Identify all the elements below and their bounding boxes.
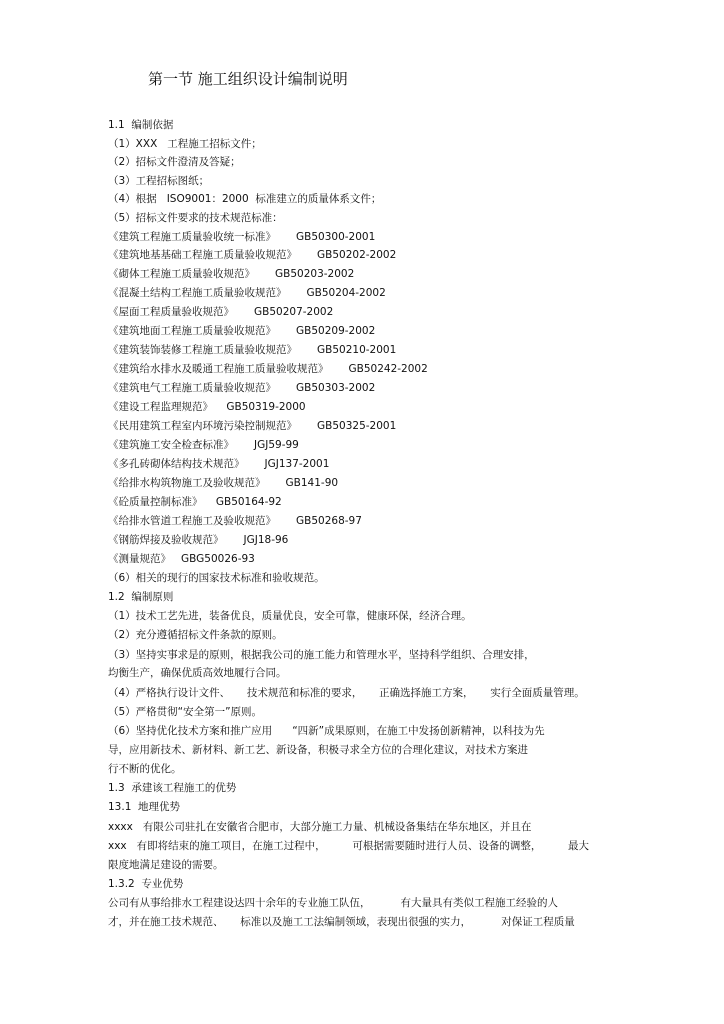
standard-item: 《屋面工程质量验收规范》 GB50207-2002 — [108, 306, 334, 318]
standard-item: 《砌体工程施工质量验收规范》 GB50203-2002 — [108, 268, 355, 280]
text-line: xxx 有即将结束的施工项目，在施工过程中， 可根据需要随时进行人员、设备的调整， 最大 — [108, 840, 590, 852]
text-line: 限度地满足建设的需要。 — [108, 859, 224, 871]
standard-item: 《给排水构筑物施工及验收规范》 GB141-90 — [108, 477, 339, 489]
standard-item: 《建筑地面工程施工质量验收规范》 GB50209-2002 — [108, 325, 376, 337]
text-line: （2）招标文件澄清及答疑； — [108, 156, 241, 168]
standard-item: 《混凝土结构工程施工质量验收规范》 GB50204-2002 — [108, 287, 386, 299]
standard-item: 《测量规范》 GBG50026-93 — [108, 553, 255, 565]
heading-1-1: 1.1 编制依据 — [108, 119, 174, 131]
heading-1-3-2: 1.3.2 专业优势 — [108, 878, 184, 890]
text-line: （4）严格执行设计文件、 技术规范和标准的要求， 正确选择施工方案， 实行全面质量管理。 — [108, 687, 585, 699]
text-line: xxxx 有限公司驻扎在安徽省合肥市，大部分施工力量、机械设备集结在华东地区，并且在 — [108, 821, 532, 833]
text-line: （2）充分遵循招标文件条款的原则。 — [108, 629, 283, 641]
standard-item: 《建筑电气工程施工质量验收规范》 GB50303-2002 — [108, 382, 376, 394]
text-line: （6）相关的现行的国家技术标准和验收规范。 — [108, 572, 325, 584]
standard-item: 《民用建筑工程室内环境污染控制规范》 GB50325-2001 — [108, 420, 397, 432]
text-line: （1）XXX 工程施工招标文件； — [108, 138, 262, 150]
standard-item: 《建设工程监理规范》 GB50319-2000 — [108, 401, 306, 413]
text-line: （5）严格贯彻“安全第一”原则。 — [108, 706, 263, 718]
standard-item: 《砼质量控制标准》 GB50164-92 — [108, 496, 282, 508]
standard-item: 《建筑地基基础工程施工质量验收规范》 GB50202-2002 — [108, 249, 397, 261]
standard-item: 《建筑装饰装修工程施工质量验收规范》 GB50210-2001 — [108, 344, 397, 356]
heading-1-2: 1.2 编制原则 — [108, 591, 174, 603]
text-line: 公司有从事给排水工程建设达四十余年的专业施工队伍， 有大量具有类似工程施工经验的人 — [108, 897, 559, 909]
text-line: （1）技术工艺先进，装备优良，质量优良，安全可靠，健康环保，经济合理。 — [108, 610, 472, 622]
text-line: （4）根据 ISO9001：2000 标准建立的质量体系文件； — [108, 193, 382, 205]
text-line: 均衡生产，确保优质高效地履行合同。 — [108, 667, 287, 679]
section-title: 第一节 施工组织设计编制说明 — [148, 70, 348, 88]
standard-item: 《建筑施工安全检查标准》 JGJ59-99 — [108, 439, 299, 451]
text-line: 行不断的优化。 — [108, 763, 182, 775]
standard-item: 《多孔砖砌体结构技术规范》 JGJ137-2001 — [108, 458, 330, 470]
text-line: （3）工程招标图纸； — [108, 175, 210, 187]
heading-1-3: 1.3 承建该工程施工的优势 — [108, 782, 237, 794]
text-line: （3）坚持实事求是的原则，根据我公司的施工能力和管理水平，坚持科学组织、合理安排， — [108, 649, 535, 661]
standard-item: 《建筑工程施工质量验收统一标准》 GB50300-2001 — [108, 231, 376, 243]
heading-1-3-1: 13.1 地理优势 — [108, 801, 181, 813]
standard-item: 《钢筋焊接及验收规范》 JGJ18-96 — [108, 534, 289, 546]
text-line: （5）招标文件要求的技术规范标准： — [108, 212, 283, 224]
text-line: （6）坚持优化技术方案和推广应用 “四新”成果原则，在施工中发扬创新精神，以科技为先 — [108, 725, 545, 737]
standard-item: 《建筑给水排水及暖通工程施工质量验收规范》 GB50242-2002 — [108, 363, 428, 375]
text-line: 才，并在施工技术规范、 标准以及施工工法编制领域，表现出很强的实力， 对保证工程质量 — [108, 916, 575, 928]
standard-item: 《给排水管道工程施工及验收规范》 GB50268-97 — [108, 515, 362, 527]
text-line: 导，应用新技术、新材料、新工艺、新设备，积极寻求全方位的合理化建议，对技术方案进 — [108, 744, 528, 756]
